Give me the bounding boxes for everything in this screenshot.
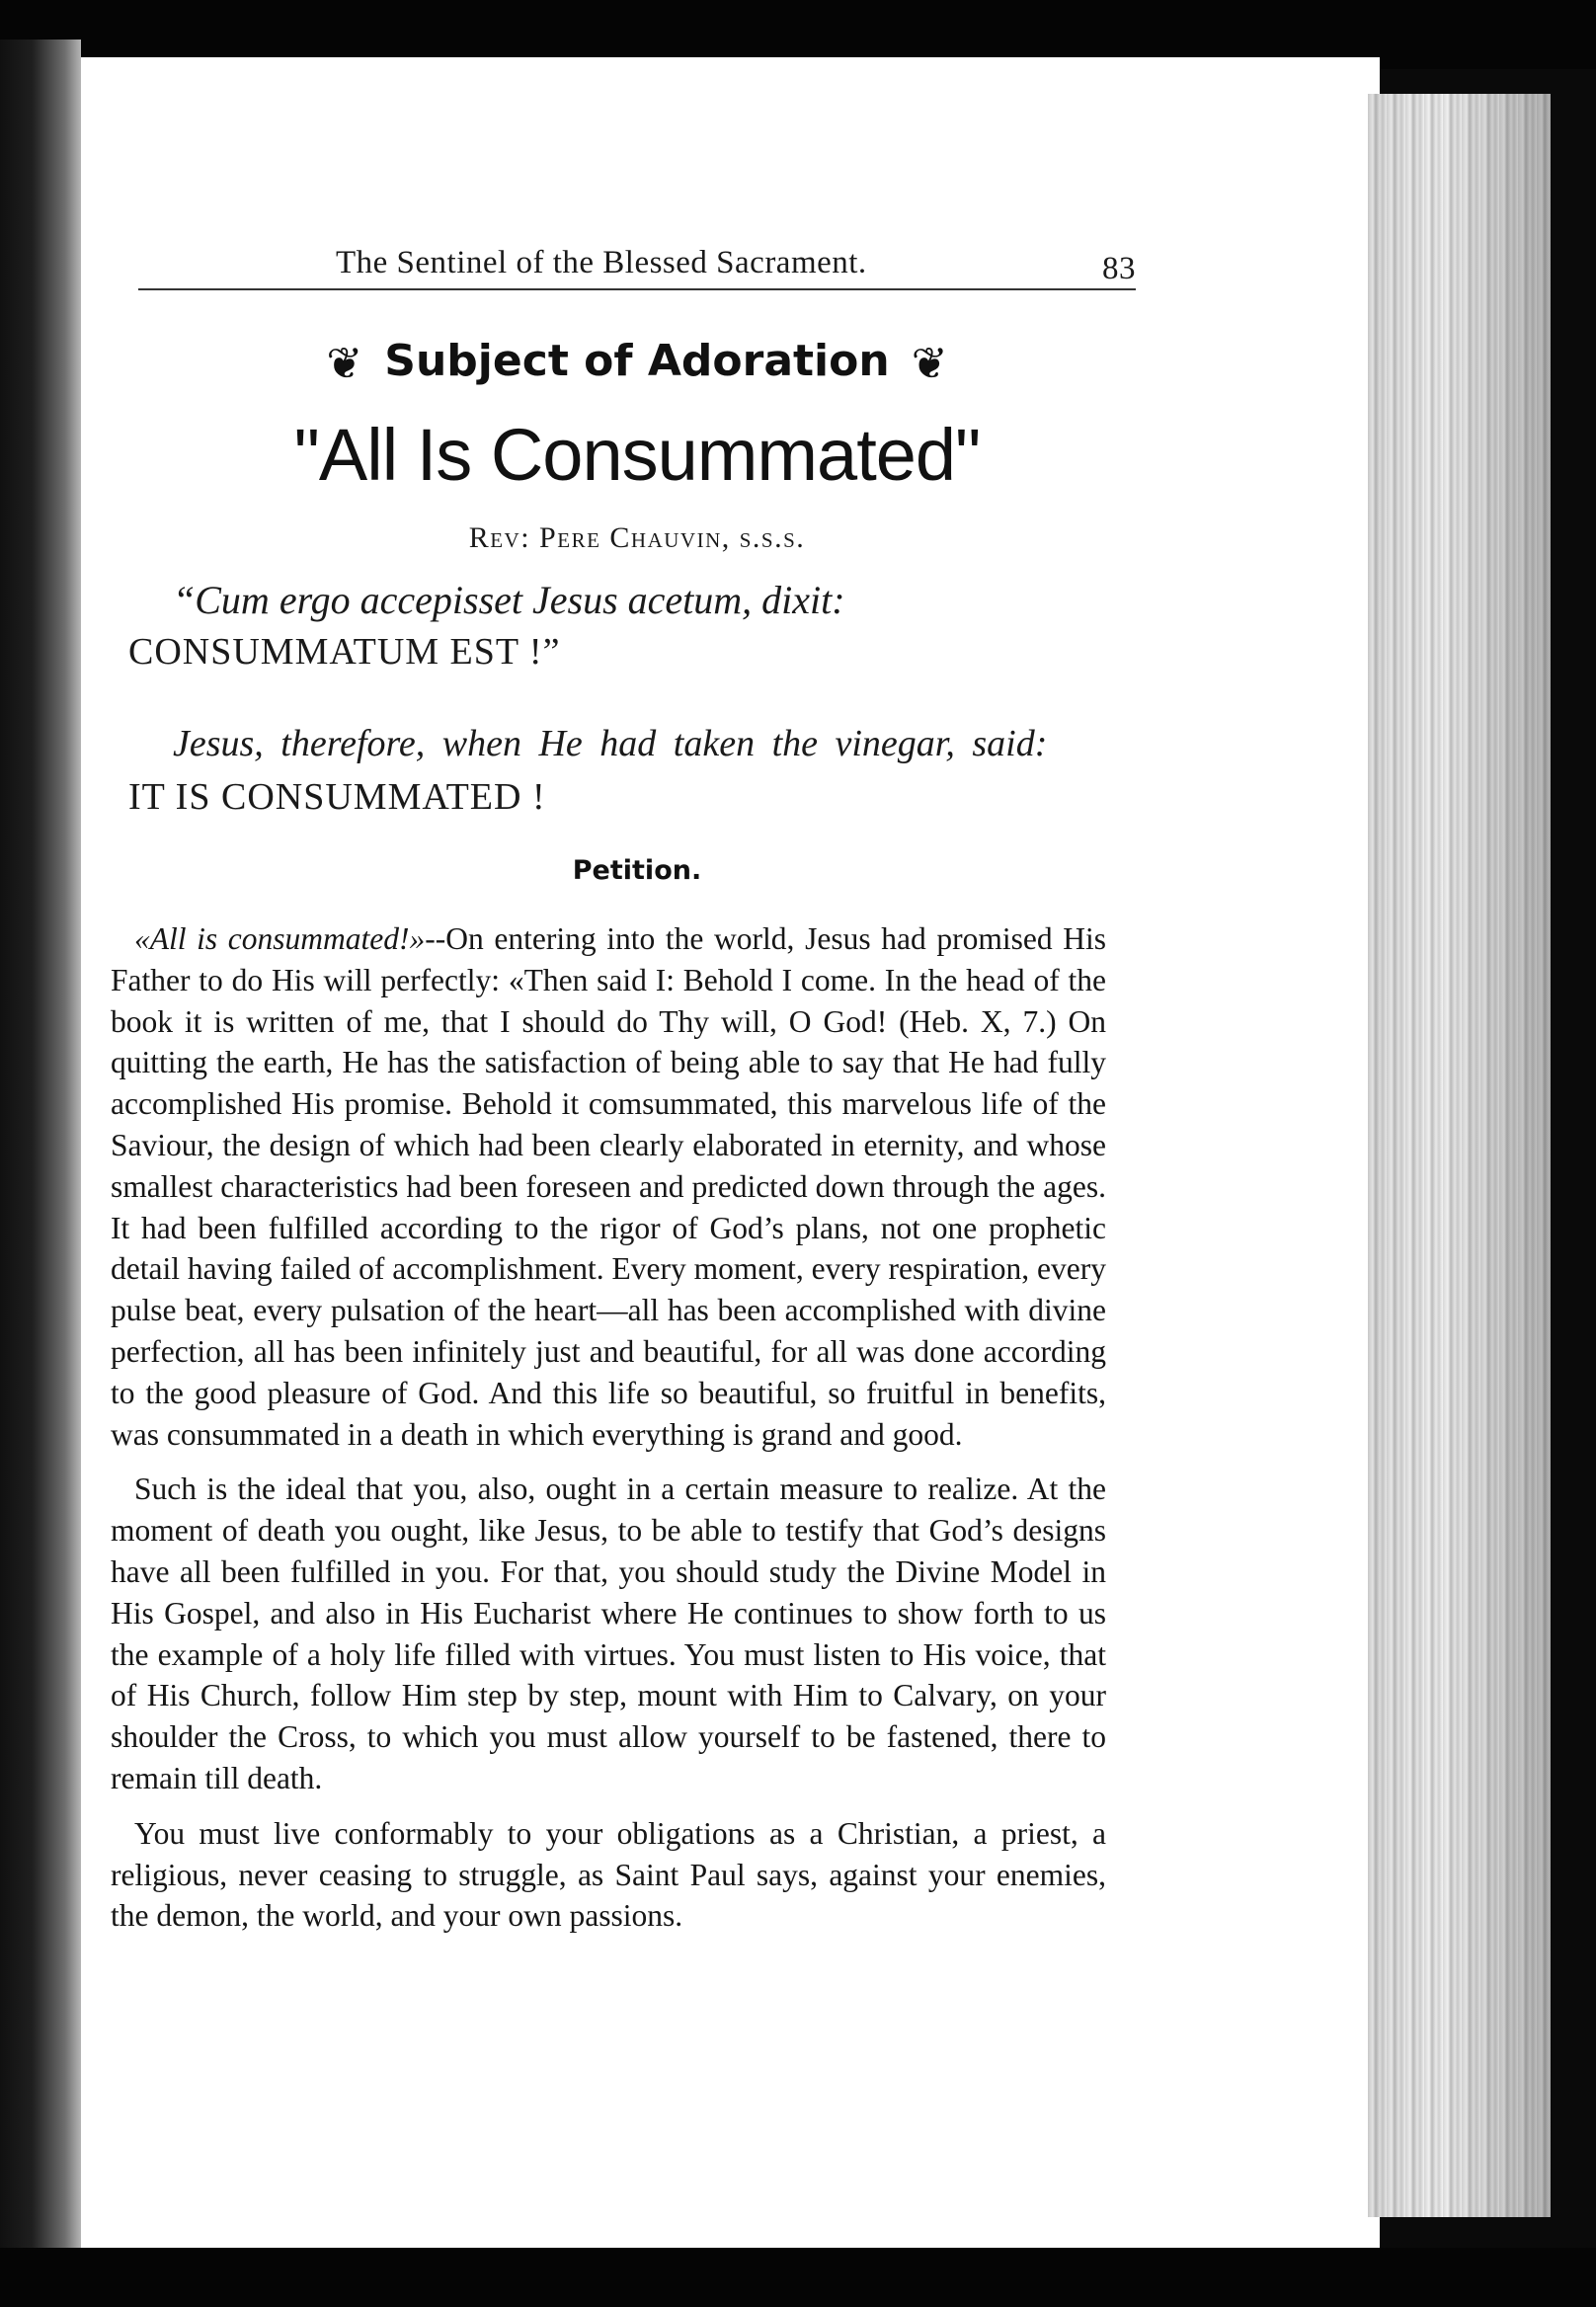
paragraph-2: Such is the ideal that you, also, ought in a certain measure to realize. At the moment of death you ought, like Jesus, to be able to testify that God’s designs have all been fulfilled in you. For that, you should study the Divine Model in His Gospel, and also in His Eucharist where He continues to show forth to us the example of a holy life filled with virtues. You must listen to His voice, that of His Church, follow Him step by step, mount with Him to Calvary, on your shoulder the Cross, to which you must allow yourself to be fastened, there to remain till death. — [111, 1472, 1106, 1795]
english-quote-line2: IT IS CONSUMMATED ! — [128, 776, 546, 818]
book-gutter-shadow — [0, 40, 81, 2252]
latin-quote — [128, 575, 1146, 677]
paragraph-3: You must live conformably to your obligations as a Christian, a priest, a religious, never ceasing to struggle, as Saint Paul says, against your enemies, the demon, the world, and your own passions. — [111, 1815, 1106, 1934]
section-title: Petition. — [572, 855, 702, 886]
article-author: Rev: Pere Chauvin, s.s.s. — [468, 521, 806, 554]
paragraph-1-quote: «All is consummated!» — [134, 921, 426, 956]
ornament-left-icon: ❦ — [326, 338, 363, 389]
running-title: The Sentinel of the Blessed Sacrament. — [336, 245, 867, 280]
english-quote — [128, 717, 1146, 824]
latin-quote-line2: CONSUMMATUM EST !” — [128, 631, 561, 673]
english-quote-line1: Jesus, therefore, when He had taken the vinegar, said: — [173, 723, 1048, 764]
ornament-right-icon: ❦ — [911, 338, 948, 389]
subject-heading — [138, 336, 1136, 389]
page-number: 83 — [1102, 251, 1136, 286]
page-edges-shade — [1368, 94, 1551, 2217]
header-rule — [138, 288, 1136, 290]
book-bottom-shadow — [0, 2248, 1596, 2307]
paragraph-1 — [111, 918, 1106, 1455]
article-title: "All Is Consummated" — [293, 414, 981, 496]
subject-label: Subject of Adoration — [384, 336, 890, 386]
latin-quote-line1: “Cum ergo accepisset Jesus acetum, dixit: — [173, 578, 845, 622]
paragraph-1-text: --On entering into the world, Jesus had promised His Father to do His will perfectly: «Then said I: Behold I come. In the head of the book it is written of me, that I should do Thy will, O God! (Heb. X, 7.) On quitting the earth, He has the satisfaction of being able to say that He had fully accomplished His promise. Behold it comsummated, this marvelous life of the Saviour, the design of which had been clearly elaborated in eternity, and whose smallest characteristics had been foreseen and predicted down through the ages. It had been fulfilled according to the rigor of God’s plans, not one prophetic detail having failed of accomplishment. Every moment, every respiration, every pulse beat, every pulsation of the heart—all has been accomplished with divine perfection, all has been infinitely just and beautiful, for all was done according to the good pleasure of God. And this life so beautiful, so fruitful in benefits, was consummated in a death in which everything is grand and good. — [111, 921, 1107, 1452]
article-body — [111, 918, 1106, 1950]
